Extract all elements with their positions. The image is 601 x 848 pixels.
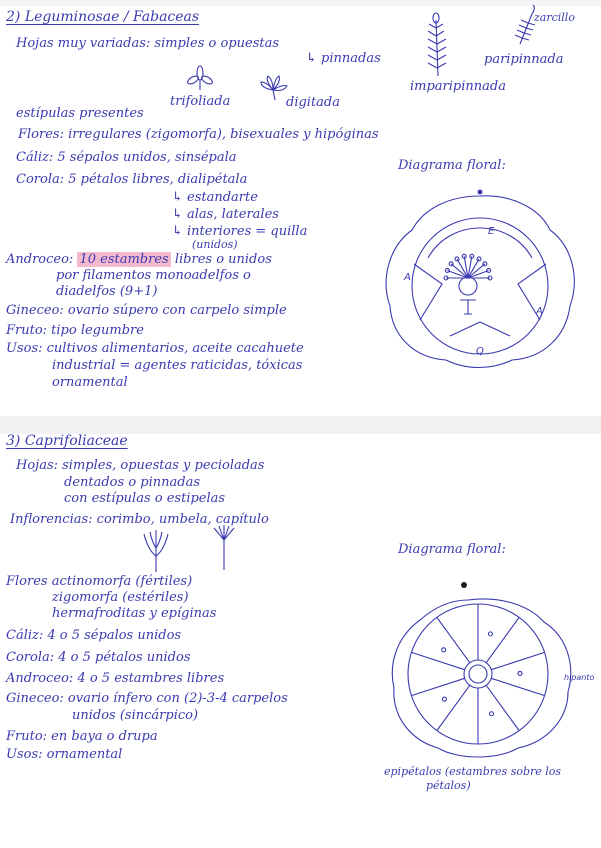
stamen-dot — [488, 632, 492, 636]
tendril-label: zarcillo — [534, 11, 575, 24]
hermaphrodite-line: hermafroditas y epíginas — [52, 606, 217, 621]
paripinnate-leaf-sketch — [515, 5, 535, 44]
stamen-dot — [490, 712, 494, 716]
leaves-line: Hojas muy variadas: simples o opuestas — [16, 36, 280, 51]
leaves2-line: Hojas: simples, opuestas y pecioladas — [16, 458, 265, 473]
wing-label-right: A — [536, 306, 543, 317]
pinnate-line: ↳ pinnadas — [306, 51, 381, 66]
corymb-sketch — [144, 530, 168, 572]
stipules2-line: con estípulas o estipelas — [64, 491, 226, 506]
ovary-circle — [459, 277, 477, 295]
stamen-dot — [442, 697, 446, 701]
stamen-tube — [444, 254, 492, 314]
inflorescence-line: Inflorencias: corimbo, umbela, capítulo — [10, 512, 269, 527]
gynoecium2-line: Gineceo: ovario ínfero con (2)-3-4 carpelos — [6, 691, 288, 706]
uses-line: Usos: cultivos alimentarios, aceite cacahuete — [6, 341, 304, 356]
imparipinnate-label: imparipinnada — [410, 79, 506, 94]
style-sketch — [460, 300, 476, 314]
calyx-line: Cáliz: 5 sépalos unidos, sinsépala — [16, 150, 237, 165]
diagram-spoke — [491, 678, 544, 695]
uses2-line: Usos: ornamental — [6, 747, 123, 762]
axis-dot — [478, 190, 483, 195]
digitate-label: digitada — [286, 95, 341, 110]
imparipinnate-leaf-sketch — [428, 13, 446, 76]
filaments-line: por filamentos monoadelfos o — [56, 268, 251, 283]
keel-label: Q — [476, 346, 484, 357]
flowers-line: Flores: irregulares (zigomorfa), bisexuales y hipóginas — [18, 127, 379, 142]
outer-calyx-outline — [386, 196, 574, 368]
ovary-inner — [469, 665, 487, 683]
floral-diagram2-title: Diagrama floral: — [398, 542, 506, 557]
inner-corolla-circle — [412, 218, 548, 354]
umbel-sketch — [214, 525, 234, 570]
flowers2-line: Flores actinomorfa (fértiles) — [6, 574, 193, 589]
section1-title: 2) Leguminosae / Fabaceas — [6, 9, 200, 25]
calyx2-line: Cáliz: 4 o 5 sépalos unidos — [6, 628, 182, 643]
toothed-line: dentados o pinnadas — [64, 475, 200, 490]
hypanthium-label: hipanto — [564, 673, 595, 682]
keel-petals-line: ↳ interiores = quilla — [172, 224, 308, 239]
wing-petal-left — [414, 264, 442, 320]
ornamental-line: ornamental — [52, 375, 128, 390]
section2-title: 3) Caprifoliaceae — [6, 433, 128, 449]
legume-floral-diagram — [380, 188, 580, 373]
diagram-spoke — [437, 685, 470, 730]
stamen-dot — [518, 671, 522, 675]
androecium-line — [6, 252, 272, 267]
page-separator — [0, 416, 601, 434]
keel-united-note: (unidos) — [192, 238, 238, 251]
trifoliate-label: trifoliada — [170, 94, 231, 109]
zygomorphic-line: zigomorfa (estériles) — [52, 590, 189, 605]
paripinnate-label: paripinnada — [484, 52, 564, 67]
petals-note: pétalos) — [426, 779, 471, 792]
diagram-spoke — [411, 678, 464, 695]
stamen-dot — [442, 648, 446, 652]
wing-label-left: A — [404, 272, 411, 283]
digitate-leaf-sketch — [261, 76, 287, 100]
caprifoliaceae-floral-diagram — [388, 578, 595, 768]
wing-petals-line: ↳ alas, laterales — [172, 207, 279, 222]
diadelphous-line: diadelfos (9+1) — [56, 284, 158, 299]
diagram-spoke — [486, 685, 519, 730]
stamens-highlight: 10 estambres — [79, 252, 169, 267]
corolla2-line: Corola: 4 o 5 pétalos unidos — [6, 650, 191, 665]
inflorescence-sketches — [0, 520, 300, 580]
banner-petal-shape — [428, 228, 532, 258]
diagram-spoke — [437, 617, 470, 662]
epipetalous-note: epipétalos (estambres sobre los — [384, 765, 562, 778]
diagram-spoke — [491, 652, 544, 669]
fruit-line: Fruto: tipo legumbre — [6, 323, 144, 338]
floral-diagram-title: Diagrama floral: — [398, 158, 506, 173]
stipules-line: estípulas presentes — [16, 106, 144, 121]
corolla-line: Corola: 5 pétalos libres, dialipétala — [16, 172, 248, 187]
ovary-ring — [464, 660, 492, 688]
trifoliate-leaf-sketch — [186, 66, 213, 90]
axis-dot-2 — [461, 582, 467, 588]
fruit2-line: Fruto: en baya o drupa — [6, 729, 158, 744]
diagram-spoke — [411, 652, 464, 669]
syncarpous-line: unidos (sincárpico) — [72, 708, 199, 723]
androecium-rest: libres o unidos — [174, 252, 272, 267]
gynoecium-line: Gineceo: ovario súpero con carpelo simple — [6, 303, 287, 318]
banner-label: E — [488, 226, 495, 237]
keel-petal-shape — [450, 322, 510, 336]
androecium2-line: Androceo: 4 o 5 estambres libres — [6, 671, 225, 686]
androecium-label: Androceo: — [6, 252, 74, 267]
diagram-spoke — [486, 617, 519, 662]
industrial-line: industrial = agentes raticidas, tóxicas — [52, 358, 303, 373]
outer-lobed-outline — [392, 599, 570, 757]
banner-petal-line: ↳ estandarte — [172, 190, 258, 205]
